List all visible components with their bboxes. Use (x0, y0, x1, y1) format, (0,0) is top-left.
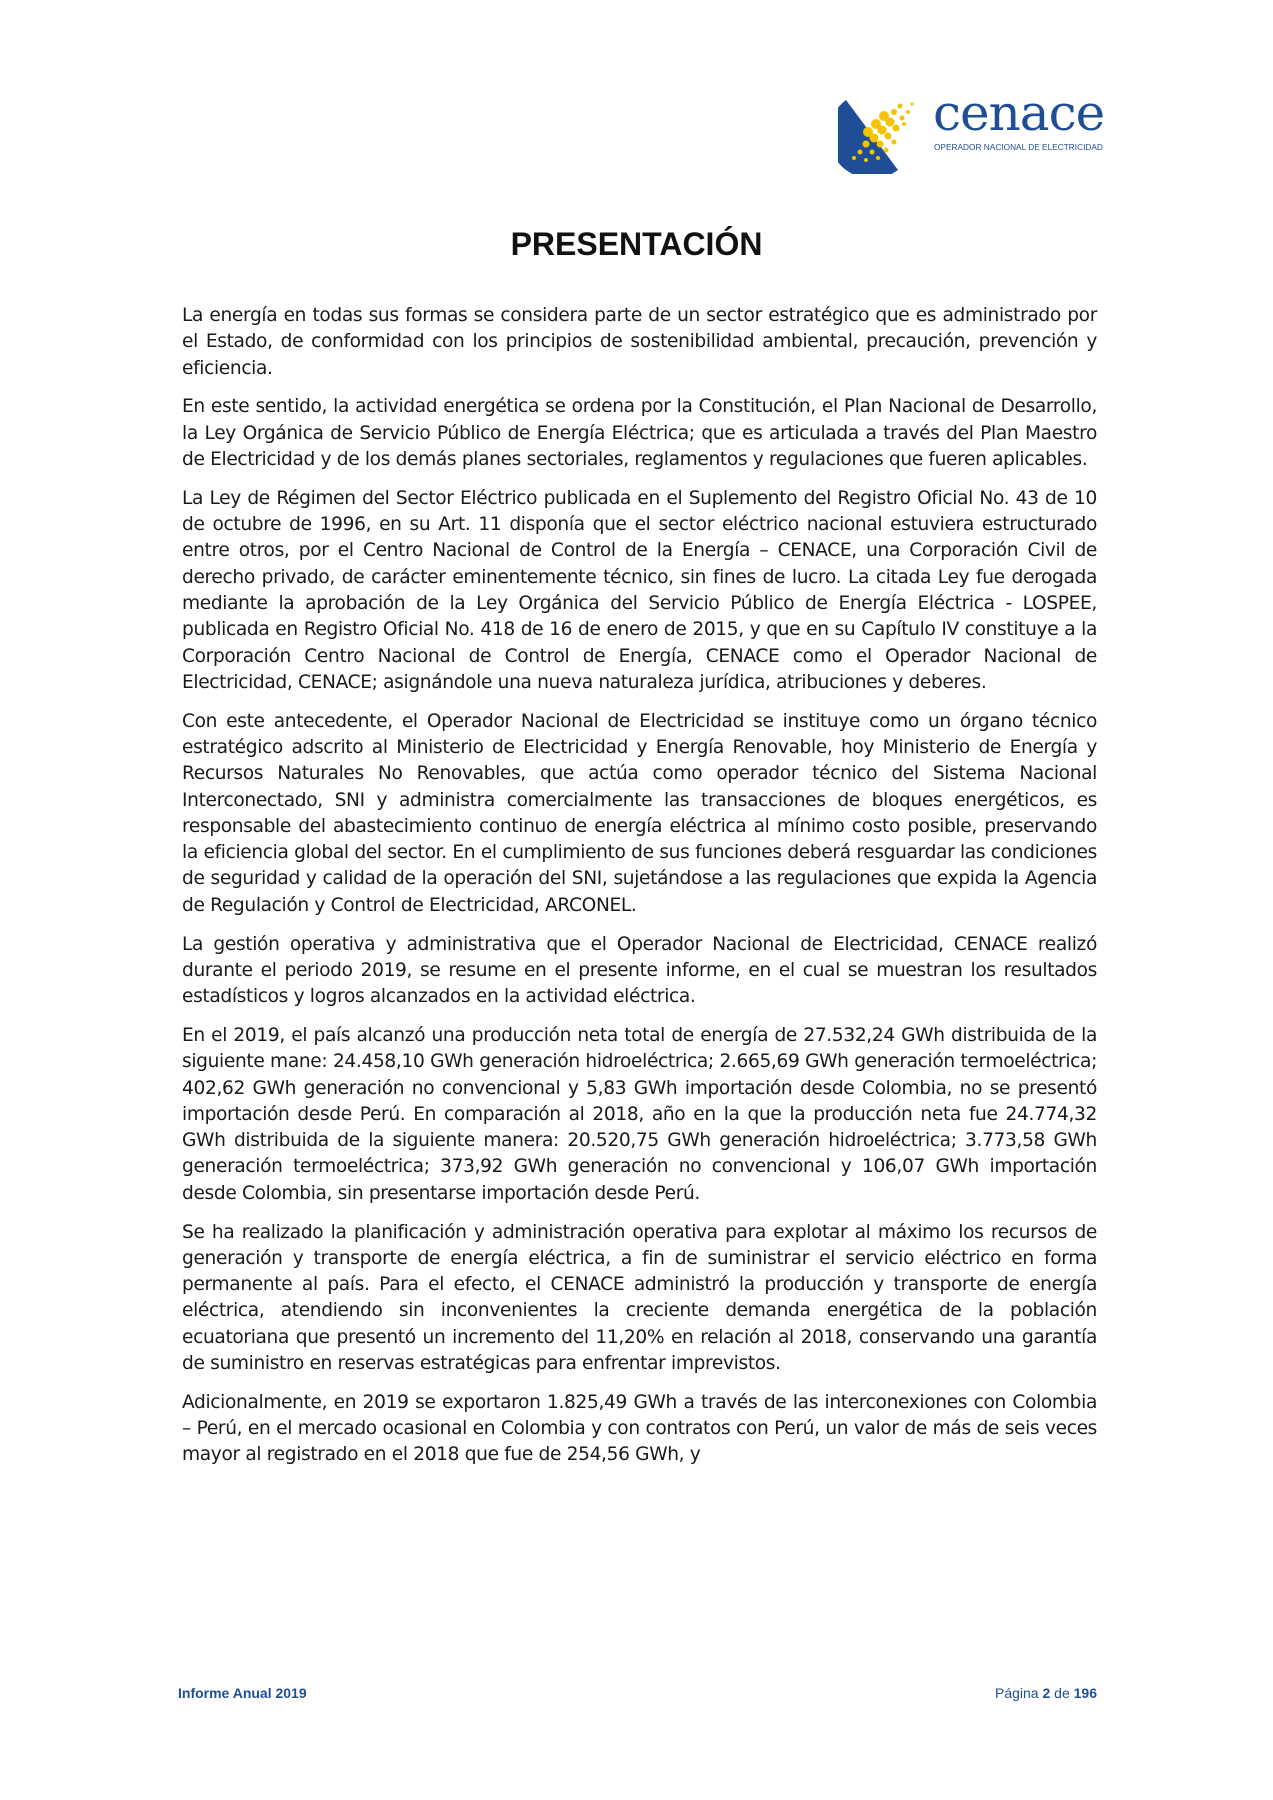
current-page: 2 (1042, 1685, 1051, 1701)
logo-wordmark: cenace (933, 84, 1105, 142)
document-body (182, 303, 1097, 1481)
paragraph: La gestión operativa y administrativa que el Operador Nacional de Electricidad, CENACE realizó durante el periodo 2019, se resume en el presente informe, en el cual se muestran los resultados estadísticos y logros alcanzados en la actividad eléctrica. (182, 933, 1097, 1008)
footer-page-number (995, 1685, 1097, 1701)
paragraph: La energía en todas sus formas se considera parte de un sector estratégico que es administrado por el Estado, de conformidad con los principios de sostenibilidad ambiental, precaución, prevención y eficiencia. (182, 305, 1097, 379)
paragraph: Con este antecedente, el Operador Nacional de Electricidad se instituye como un órgano técnico estratégico adscrito al Ministerio de Electricidad y Energía Renovable, hoy Ministerio de Energía y Recursos Naturales No Renovables, que actúa como operador técnico del Sistema Nacional Interconectado, SNI y administra comercialmente las transacciones de bloques energéticos, es responsable del abastecimiento continuo de energía eléctrica al mínimo costo posible, preservando la eficiencia global del sector. En el cumplimiento de sus funciones deberá resguardar las condiciones de seguridad y calidad de la operación del SNI, sujetándose a las regulaciones que expida la Agencia de Regulación y Control de Electricidad, ARCONEL. (182, 710, 1097, 916)
of-label: de (1054, 1685, 1070, 1701)
paragraph: Adicionalmente, en 2019 se exportaron 1.825,49 GWh a través de las interconexiones con Colombia – Perú, en el mercado ocasional en Colombia y con contratos con Perú, un valor de más de seis veces mayor al registrado en el 2018 que fue de 254,56 GWh, y (182, 1391, 1097, 1466)
paragraph: En este sentido, la actividad energética se ordena por la Constitución, el Plan Nacional de Desarrollo, la Ley Orgánica de Servicio Público de Energía Eléctrica; que es articulada a través del Plan Maestro de Electricidad y de los demás planes sectoriales, reglamentos y regulaciones que fueren aplicables. (182, 396, 1097, 470)
page-label: Página (995, 1685, 1039, 1701)
cenace-logo (838, 84, 1108, 174)
paragraph: En el 2019, el país alcanzó una producción neta total de energía de 27.532,24 GWh distribuida de la siguiente mane: 24.458,10 GWh generación hidroeléctrica; 2.665,69 GWh generación termoeléctrica; 402,62 GWh generación no convencional y 5,83 GWh importación desde Colombia, no se presentó importación desde Perú. En comparación al 2018, año en la que la producción neta fue 24.774,32 GWh distribuida de la siguiente manera: 20.520,75 GWh generación hidroeléctrica; 3.773,58 GWh generación termoeléctrica; 373,92 GWh generación no convencional y 106,07 GWh importación desde Colombia, sin presentarse importación desde Perú. (182, 1024, 1097, 1204)
paragraph: La Ley de Régimen del Sector Eléctrico publicada en el Suplemento del Registro Oficial No. 43 de 10 de octubre de 1996, en su Art. 11 disponía que el sector eléctrico nacional estuviera estructurado entre otros, por el Centro Nacional de Control de la Energía – CENACE, una Corporación Civil de derecho privado, de carácter eminentemente técnico, sin fines de lucro. La citada Ley fue derogada mediante la aprobación de la Ley Orgánica del Servicio Público de Energía Eléctrica - LOSPEE, publicada en Registro Oficial No. 418 de 16 de enero de 2015, y que en su Capítulo IV constituye a la Corporación Centro Nacional de Control de Energía, CENACE como el Operador Nacional de Electricidad, CENACE; asignándole una nueva naturaleza jurídica, atribuciones y deberes. (182, 487, 1097, 693)
page-title: PRESENTACIÓN (510, 226, 763, 262)
paragraph: Se ha realizado la planificación y administración operativa para explotar al máximo los recursos de generación y transporte de energía eléctrica, a fin de suministrar el servicio eléctrico en forma permanente al país. Para el efecto, el CENACE administró la producción y transporte de energía eléctrica, atendiendo sin inconvenientes la creciente demanda energética de la población ecuatoriana que presentó un incremento del 11,20% en relación al 2018, conservando una garantía de suministro en reservas estratégicas para enfrentar imprevistos. (182, 1221, 1097, 1374)
footer-report-title: Informe Anual 2019 (178, 1685, 307, 1701)
cenace-emblem-icon (838, 92, 928, 174)
total-pages: 196 (1073, 1685, 1097, 1701)
logo-subtitle: OPERADOR NACIONAL DE ELECTRICIDAD (934, 142, 1103, 152)
